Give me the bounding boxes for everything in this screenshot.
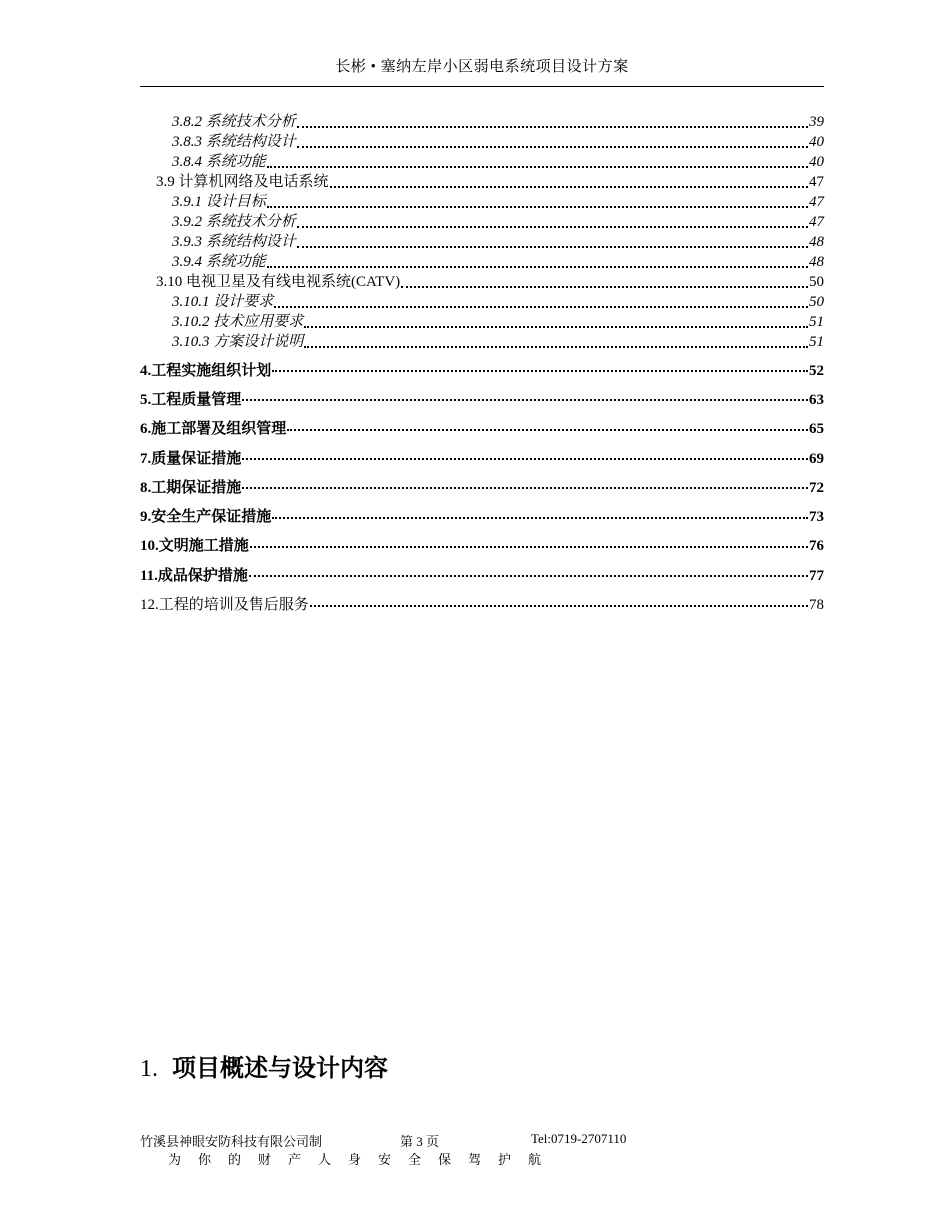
toc-entry-page: 69 bbox=[809, 450, 824, 467]
toc-entry-title: 3.8.3 系统结构设计 bbox=[172, 134, 296, 150]
toc-entry[interactable] bbox=[140, 444, 824, 473]
toc-leader-dots bbox=[267, 205, 808, 208]
toc-entry[interactable] bbox=[140, 112, 824, 132]
toc-leader-dots bbox=[274, 305, 808, 308]
toc-leader-dots bbox=[272, 369, 808, 372]
section-title: 项目概述与设计内容 bbox=[172, 1054, 388, 1082]
toc-entry-page: 47 bbox=[809, 194, 824, 210]
toc-leader-dots bbox=[249, 574, 808, 577]
toc-entry-page: 78 bbox=[809, 597, 824, 614]
toc-entry-title: 3.9 计算机网络及电话系统 bbox=[156, 174, 329, 190]
toc-leader-dots bbox=[297, 145, 808, 148]
footer-page-number: 第 3 页 bbox=[400, 1134, 440, 1149]
toc-leader-dots bbox=[267, 265, 808, 268]
toc-entry[interactable] bbox=[140, 332, 824, 352]
toc-entry-page: 73 bbox=[809, 509, 824, 526]
toc-entry-page: 72 bbox=[809, 479, 824, 496]
toc-entry-page: 39 bbox=[809, 114, 824, 130]
toc-entry[interactable] bbox=[140, 232, 824, 252]
toc-entry-title: 11.成品保护措施 bbox=[140, 567, 248, 584]
toc-entry-page: 48 bbox=[809, 234, 824, 250]
header-divider bbox=[140, 86, 824, 87]
table-of-contents bbox=[140, 112, 824, 620]
toc-entry[interactable] bbox=[140, 172, 824, 192]
toc-entry-title: 12.工程的培训及售后服务 bbox=[140, 597, 309, 614]
toc-entry[interactable] bbox=[140, 532, 824, 561]
toc-entry-title: 5.工程质量管理 bbox=[140, 391, 242, 408]
toc-entry-title: 3.8.4 系统功能 bbox=[172, 154, 266, 170]
toc-entry[interactable] bbox=[140, 292, 824, 312]
toc-leader-dots bbox=[242, 486, 808, 489]
toc-entry[interactable] bbox=[140, 312, 824, 332]
toc-leader-dots bbox=[297, 245, 808, 248]
toc-entry-title: 3.8.2 系统技术分析 bbox=[172, 114, 296, 130]
toc-leader-dots bbox=[297, 125, 808, 128]
footer-company: 竹溪县神眼安防科技有限公司制 bbox=[140, 1134, 323, 1149]
toc-entry[interactable] bbox=[140, 192, 824, 212]
toc-leader-dots bbox=[250, 545, 808, 548]
section-number: 1. bbox=[140, 1056, 158, 1082]
toc-entry-title: 3.9.1 设计目标 bbox=[172, 194, 266, 210]
toc-entry[interactable] bbox=[140, 590, 824, 619]
toc-entry-page: 50 bbox=[809, 294, 824, 310]
footer-tel: Tel:0719-2707110 bbox=[531, 1131, 627, 1146]
section-heading bbox=[140, 1048, 388, 1083]
toc-leader-dots bbox=[330, 185, 808, 188]
toc-leader-dots bbox=[297, 225, 808, 228]
toc-entry[interactable] bbox=[140, 152, 824, 172]
toc-entry-title: 4.工程实施组织计划 bbox=[140, 362, 272, 379]
toc-entry[interactable] bbox=[140, 132, 824, 152]
toc-leader-dots bbox=[287, 428, 808, 431]
toc-entry-page: 65 bbox=[809, 421, 824, 438]
toc-entry-page: 47 bbox=[809, 174, 824, 190]
toc-entry-title: 10.文明施工措施 bbox=[140, 538, 249, 555]
toc-entry[interactable] bbox=[140, 272, 824, 292]
toc-leader-dots bbox=[304, 345, 808, 348]
footer-slogan: 为你的财产人身安全保驾护航 bbox=[168, 1152, 559, 1167]
toc-entry-title: 3.10.3 方案设计说明 bbox=[172, 334, 304, 350]
toc-entry-page: 76 bbox=[809, 538, 824, 555]
toc-entry-title: 3.10.1 设计要求 bbox=[172, 294, 274, 310]
toc-entry-title: 6.施工部署及组织管理 bbox=[140, 421, 287, 438]
toc-entry-page: 48 bbox=[809, 254, 824, 270]
toc-entry-title: 3.10 电视卫星及有线电视系统(CATV) bbox=[156, 274, 401, 290]
toc-leader-dots bbox=[242, 398, 808, 401]
toc-entry-title: 3.9.3 系统结构设计 bbox=[172, 234, 296, 250]
toc-entry-page: 77 bbox=[809, 567, 824, 584]
page-header: 长彬 • 塞纳左岸小区弱电系统项目设计方案 bbox=[335, 59, 629, 75]
toc-entry[interactable] bbox=[140, 473, 824, 502]
toc-entry-title: 7.质量保证措施 bbox=[140, 450, 242, 467]
toc-entry-title: 3.10.2 技术应用要求 bbox=[172, 314, 304, 330]
toc-leader-dots bbox=[267, 165, 808, 168]
toc-entry-page: 51 bbox=[809, 314, 824, 330]
toc-entry-page: 52 bbox=[809, 362, 824, 379]
toc-entry[interactable] bbox=[140, 561, 824, 590]
toc-entry-page: 63 bbox=[809, 391, 824, 408]
toc-entry[interactable] bbox=[140, 356, 824, 385]
toc-leader-dots bbox=[401, 285, 808, 288]
toc-entry-title: 8.工期保证措施 bbox=[140, 479, 242, 496]
toc-entry-title: 3.9.4 系统功能 bbox=[172, 254, 266, 270]
toc-leader-dots bbox=[310, 604, 808, 607]
toc-leader-dots bbox=[304, 325, 808, 328]
page-footer bbox=[140, 1131, 740, 1168]
toc-entry-title: 9.安全生产保证措施 bbox=[140, 509, 272, 526]
toc-entry[interactable] bbox=[140, 252, 824, 272]
toc-entry[interactable] bbox=[140, 385, 824, 414]
toc-entry-title: 3.9.2 系统技术分析 bbox=[172, 214, 296, 230]
toc-entry-page: 40 bbox=[809, 134, 824, 150]
toc-entry-page: 50 bbox=[809, 274, 824, 290]
toc-entry-page: 40 bbox=[809, 154, 824, 170]
toc-entry[interactable] bbox=[140, 212, 824, 232]
toc-leader-dots bbox=[242, 457, 808, 460]
toc-entry-page: 47 bbox=[809, 214, 824, 230]
toc-leader-dots bbox=[272, 516, 808, 519]
toc-entry-page: 51 bbox=[809, 334, 824, 350]
toc-entry[interactable] bbox=[140, 502, 824, 531]
toc-entry[interactable] bbox=[140, 415, 824, 444]
